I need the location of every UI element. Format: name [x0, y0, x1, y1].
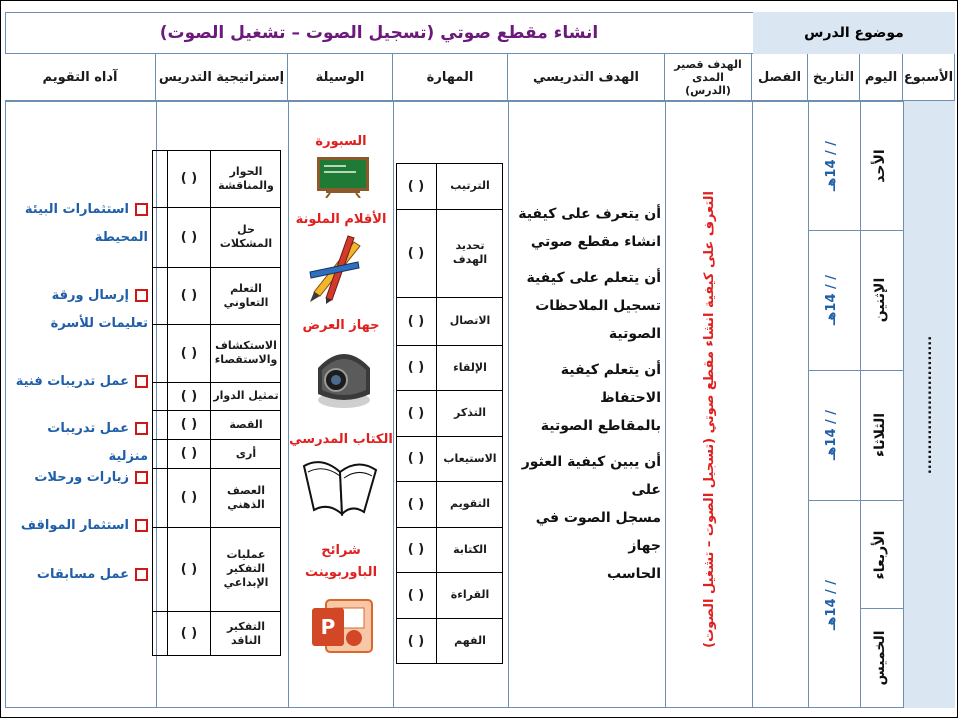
strategy-check[interactable]: ( ) [180, 229, 198, 245]
objective-line: تسجيل الملاحظات [535, 298, 661, 314]
objective-line: أن يتعلم على كيفية [526, 270, 661, 286]
skill-check[interactable]: ( ) [407, 542, 425, 557]
skill-label: الاتصال [449, 314, 491, 328]
strategy-label: العصف الذهني [226, 483, 266, 511]
day-row-line [808, 370, 903, 371]
strategy-check[interactable]: ( ) [180, 345, 198, 361]
short-goal-text: التعرف على كيفية انشاء مقطع صوتي (تسجيل الصوت – تشغيل الصوت) [702, 191, 717, 648]
skill-label: الفهم [454, 634, 486, 648]
checkbox-icon[interactable] [135, 203, 148, 216]
objective-line: الحاسب [607, 566, 661, 582]
strategy-check[interactable]: ( ) [180, 490, 198, 505]
objective-line: أن يتعرف على كيفية [518, 206, 661, 222]
topic-label: موضوع الدرس [753, 12, 955, 54]
assessment-item[interactable] [10, 196, 148, 252]
checkbox-icon[interactable] [135, 375, 148, 388]
skill-check[interactable]: ( ) [407, 496, 425, 512]
media-label-pencils: الأقلام الملونة [295, 212, 387, 227]
col-strategy: إستراتيجية التدريس [156, 54, 288, 101]
strategy-check[interactable]: ( ) [180, 417, 198, 432]
strategy-check[interactable]: ( ) [180, 288, 198, 303]
col-day: اليوم [860, 54, 903, 101]
assessment-item[interactable] [10, 282, 148, 338]
checkbox-icon[interactable] [135, 471, 148, 484]
media-label-powerpoint: شرائح الباوربوينت [304, 543, 378, 580]
col-week: الأسبوع [903, 54, 955, 101]
day-thursday: الخميس [872, 630, 888, 686]
col-medium: الوسيلة [288, 54, 393, 101]
chalkboard-icon [316, 156, 370, 198]
assessment-item[interactable] [10, 415, 148, 471]
media-label-book: الكتاب المدرسي [289, 432, 393, 447]
day-row-line [860, 608, 903, 609]
strategy-check[interactable]: ( ) [180, 388, 198, 404]
skill-check[interactable]: ( ) [407, 633, 425, 649]
skill-check[interactable]: ( ) [407, 360, 425, 375]
day-tuesday: الثلاثاء [872, 412, 888, 458]
date-sunday: / / 14هـ [824, 140, 839, 192]
assessment-item[interactable] [10, 561, 148, 589]
skill-check[interactable]: ( ) [407, 587, 425, 603]
divider [508, 101, 509, 708]
col-skill: المهارة [393, 54, 508, 101]
skill-label: الترتيب [450, 179, 490, 193]
strategy-check[interactable]: ( ) [180, 171, 198, 186]
assessment-label: إرسال ورقة تعليمات للأسرة [50, 288, 148, 331]
week-value: ............................ [920, 335, 935, 475]
col-date: التاريخ [808, 54, 860, 101]
objective-line: انشاء مقطع صوتي [530, 234, 661, 250]
assessment-label: زيارات ورحلات [34, 470, 129, 485]
strategy-check[interactable]: ( ) [180, 626, 198, 641]
skill-label: التقويم [450, 497, 490, 511]
col-short-goal: الهدف قصير المدى (الدرس) [665, 54, 752, 101]
divider [665, 101, 666, 708]
col-assessment: آداه التقويم [5, 54, 156, 101]
date-monday: / / 14هـ [824, 274, 839, 326]
day-row-line [808, 500, 903, 501]
powerpoint-icon [310, 594, 376, 658]
assessment-item[interactable] [10, 464, 148, 492]
day-row-line [808, 230, 903, 231]
divider [288, 101, 289, 708]
skill-label: القراءة [450, 588, 490, 602]
divider [808, 101, 809, 708]
strategy-label: أرى [235, 446, 257, 460]
media-label-chalkboard: السبورة [315, 134, 367, 149]
checkbox-icon[interactable] [135, 519, 148, 532]
divider [752, 101, 753, 708]
strategy-label: عمليات التفكير الإبداعي [223, 548, 269, 589]
strategy-check[interactable]: ( ) [180, 446, 198, 461]
pencils-icon [306, 232, 366, 304]
strategy-label: تمثيل الدوار [213, 389, 279, 403]
col-class: الفصل [752, 54, 808, 101]
skill-check[interactable]: ( ) [407, 178, 425, 194]
strategy-label: القصة [229, 417, 263, 431]
day-sunday: الأحد [872, 149, 888, 183]
objective-line: الصوتية [608, 326, 661, 342]
skill-check[interactable]: ( ) [407, 451, 425, 466]
book-icon [300, 452, 380, 518]
objective-line: أن يتعلم كيفية الاحتفاظ [560, 362, 661, 406]
assessment-label: عمل تدريبات فنية [15, 374, 129, 389]
checkbox-icon[interactable] [135, 568, 148, 581]
strategy-label: الحوار والمناقشة [218, 164, 274, 192]
date-wednesday: / / 14هـ [824, 579, 839, 631]
skill-check[interactable]: ( ) [407, 405, 425, 421]
assessment-label: عمل مسابقات [36, 567, 129, 582]
assessment-label: استثمار المواقف [20, 518, 129, 533]
skill-check[interactable]: ( ) [407, 245, 425, 261]
strategy-label: التفكير الناقد [226, 619, 266, 647]
projector-icon [312, 338, 376, 412]
assessment-item[interactable] [10, 368, 148, 396]
checkbox-icon[interactable] [135, 422, 148, 435]
lesson-title: انشاء مقطع صوتي (تسجيل الصوت – تشغيل الصوت) [159, 23, 599, 43]
skill-label: التذكر [454, 406, 486, 420]
day-wednesday: الأربعاء [872, 530, 888, 580]
checkbox-icon[interactable] [135, 289, 148, 302]
assessment-label: عمل تدريبات منزلية [47, 421, 148, 464]
skill-label: الاستيعاب [443, 451, 497, 465]
objective-line: مسجل الصوت في جهاز [535, 510, 661, 554]
divider [393, 101, 394, 708]
col-teaching-goal: الهدف التدريسي [508, 54, 665, 101]
date-tuesday: / / 14هـ [824, 409, 839, 461]
assessment-item[interactable] [10, 512, 148, 540]
strategy-label: الاستكشاف والاستقصاء [214, 339, 278, 366]
objective-line: أن يبين كيفية العثور على [521, 454, 661, 498]
skill-label: الكتابة [453, 542, 487, 556]
strategy-label: التعلم التعاوني [223, 281, 269, 309]
assessment-label: استثمارات البيئة المحيطة [24, 202, 148, 245]
divider [860, 101, 861, 708]
strategy-check[interactable]: ( ) [180, 561, 198, 577]
strategy-label: حل المشكلات [219, 223, 273, 250]
skill-label: تحديد الهدف [452, 239, 488, 266]
media-label-projector: جهاز العرض [302, 318, 380, 333]
objectives [516, 200, 661, 588]
objective-line: بالمقاطع الصوتية [540, 418, 661, 434]
day-monday: الإثنين [872, 277, 888, 323]
svg-text:P: P [320, 615, 336, 639]
skill-label: الإلقاء [453, 360, 487, 374]
skill-check[interactable]: ( ) [407, 313, 425, 329]
